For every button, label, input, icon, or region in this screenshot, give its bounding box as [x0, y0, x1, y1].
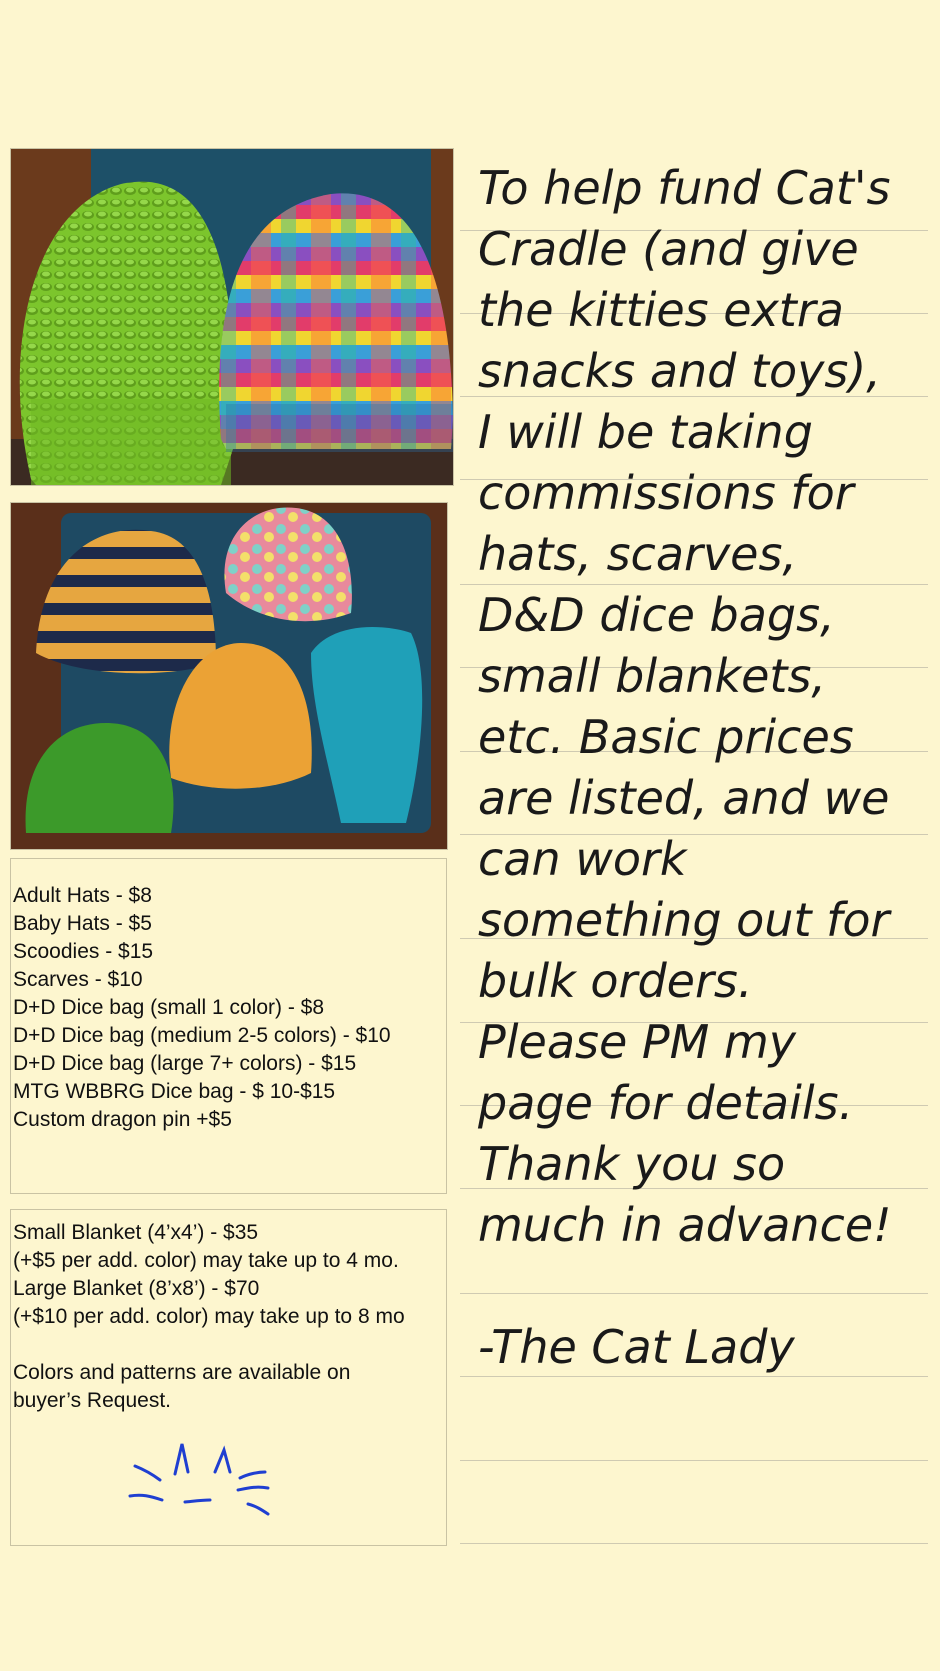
- message-line: Cradle (and give: [478, 222, 859, 276]
- price-item: MTG WBBRG Dice bag - $ 10-$15: [13, 1080, 336, 1103]
- commission-message: [478, 158, 928, 1378]
- message-line: snacks and toys),: [478, 344, 881, 398]
- notebook-rule: [460, 1543, 928, 1544]
- photo-crochet-hats-green-rainbow-image: [11, 149, 453, 485]
- price-list-panel: [10, 858, 447, 1194]
- message-line: To help fund Cat's: [478, 161, 891, 215]
- blanket-price-line: Small Blanket (4’x4’) - $35: [13, 1221, 259, 1244]
- blank-line: [13, 1331, 446, 1359]
- price-item: Adult Hats - $8: [13, 884, 152, 907]
- price-item: D+D Dice bag (large 7+ colors) - $15: [13, 1052, 357, 1075]
- photo-crochet-beanies-dice-bag-image: [11, 503, 447, 849]
- price-item: Scarves - $10: [13, 968, 143, 991]
- message-line: something out for: [478, 893, 890, 947]
- blanket-price-line: (+$5 per add. color) may take up to 4 mo.: [13, 1249, 399, 1272]
- message-line: Please PM my: [478, 1015, 796, 1069]
- message-line: page for details.: [478, 1076, 854, 1130]
- message-line: etc. Basic prices: [478, 710, 854, 764]
- message-line: D&D dice bags,: [478, 588, 835, 642]
- message-line: Thank you so: [478, 1137, 786, 1191]
- message-line: are listed, and we: [478, 771, 890, 825]
- message-line: small blankets,: [478, 649, 827, 703]
- color-note-line: Colors and patterns are available on: [13, 1361, 351, 1384]
- price-item: D+D Dice bag (small 1 color) - $8: [13, 996, 325, 1019]
- message-line: can work: [478, 832, 687, 886]
- price-item: Custom dragon pin +$5: [13, 1108, 232, 1131]
- message-line: I will be taking: [478, 405, 813, 459]
- message-line: much in advance!: [478, 1198, 892, 1252]
- notebook-rule: [460, 1460, 928, 1461]
- price-item: Baby Hats - $5: [13, 912, 152, 935]
- message-line: bulk orders.: [478, 954, 753, 1008]
- message-line: hats, scarves,: [478, 527, 798, 581]
- price-item: Scoodies - $15: [13, 940, 154, 963]
- photo-crochet-beanies-dice-bag: [10, 502, 448, 850]
- cat-whiskers-doodle-icon: [120, 1432, 290, 1517]
- message-line: commissions for: [478, 466, 854, 520]
- blanket-price-line: (+$10 per add. color) may take up to 8 mo: [13, 1305, 405, 1328]
- price-item: D+D Dice bag (medium 2-5 colors) - $10: [13, 1024, 391, 1047]
- signature: -The Cat Lady: [478, 1320, 795, 1374]
- photo-crochet-hats-green-rainbow: [10, 148, 454, 486]
- color-note-line: buyer’s Request.: [13, 1389, 171, 1412]
- blanket-price-line: Large Blanket (8’x8’) - $70: [13, 1277, 260, 1300]
- message-line: the kitties extra: [478, 283, 844, 337]
